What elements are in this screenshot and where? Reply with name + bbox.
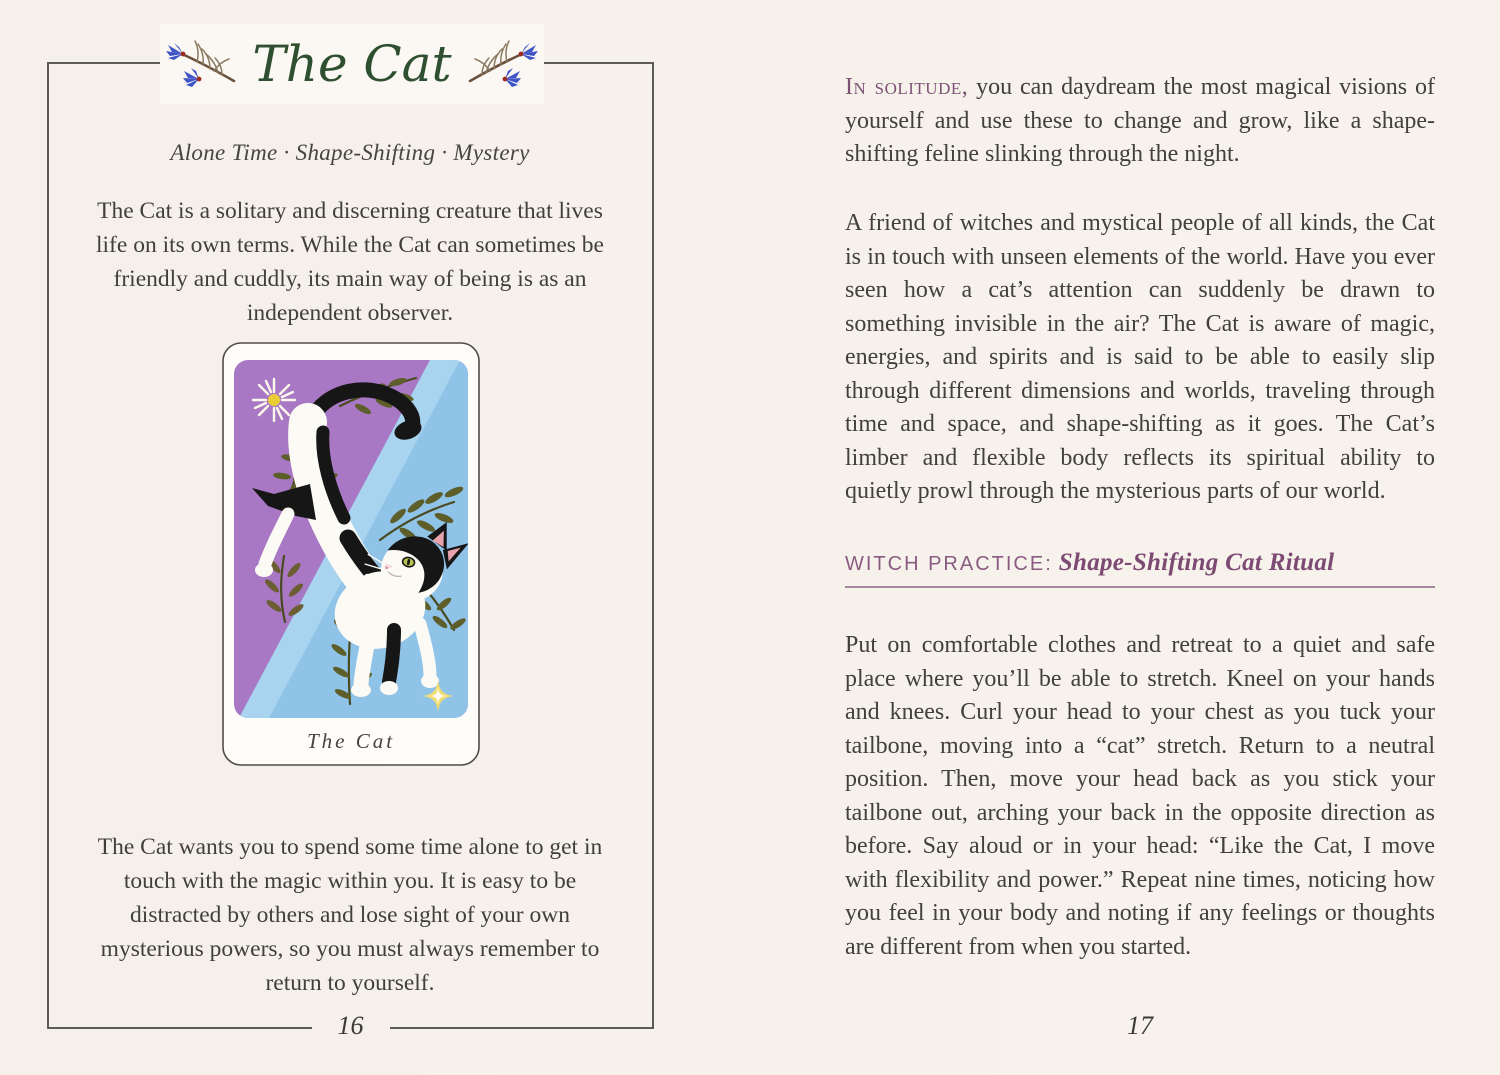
paragraph-lead-smallcaps: In solitude,: [845, 74, 969, 100]
botanical-sprig-icon: [464, 35, 538, 93]
witch-practice-heading: [845, 549, 1435, 588]
tarot-card-illustration: [222, 342, 480, 766]
cat-lore-paragraph: A friend of witches and mystical people of all kinds, the Cat is in touch with unseen elements of the world. Have you ever seen how a cat’s attention can suddenly be drawn to something invisible in the air? The Cat is aware of magic, energies, and spirits and is said to be able to easily slip through different dimensions and worlds, traveling through time and space, and shape-shifting as it goes. The Cat’s limber and flexible body reflects its spiritual ability to quietly prowl through the mysterious parts of our world.: [845, 210, 1435, 504]
card-caption: The Cat: [306, 729, 396, 753]
page-number-left: 16: [312, 1006, 390, 1046]
botanical-sprig-icon: [166, 35, 240, 93]
witch-practice-title: Shape-Shifting Cat Ritual: [1058, 549, 1335, 576]
paragraph-lead-rest: you can daydream the most magical visions of yourself and use these to change and grow, like a shape-shifting feline slinking through the night.: [845, 74, 1435, 167]
tarot-card: [222, 342, 480, 766]
page-number-right: 17: [1127, 1011, 1153, 1040]
solitude-paragraph: [845, 71, 1435, 172]
chapter-title-block: [160, 24, 544, 104]
witch-practice-label: WITCH PRACTICE:: [845, 553, 1053, 575]
card-meaning-paragraph: The Cat is a solitary and discerning creature that lives life on its own terms. While the Cat can sometimes be friendly and cuddly, its main way of being is as an independent observer.: [96, 197, 604, 326]
ritual-instructions-paragraph: Put on comfortable clothes and retreat to a quiet and safe place where you’ll be able to stretch. Kneel on your hands and knees. Curl your head to your chest as you tuck your tailbone, moving into a “cat” stretch. Return to a neutral position. Then, move your head back as you stick your tailbone out, arching your back in the opposite direction as before. Say aloud or in your head: “Like the Cat, I move with flexibility and power.” Repeat nine times, noticing how you feel in your body and noting if any feelings or thoughts are different from when you started.: [845, 632, 1435, 960]
page-title: The Cat: [252, 35, 452, 93]
left-page-number-area: [47, 1006, 654, 1046]
card-keywords: Alone Time · Shape-Shifting · Mystery: [170, 140, 530, 165]
card-message-paragraph: The Cat wants you to spend some time alone to get in touch with the magic within you. It is easy to be distracted by others and lose sight of your own mysterious powers, so you must always remember to return to yourself.: [97, 833, 603, 996]
